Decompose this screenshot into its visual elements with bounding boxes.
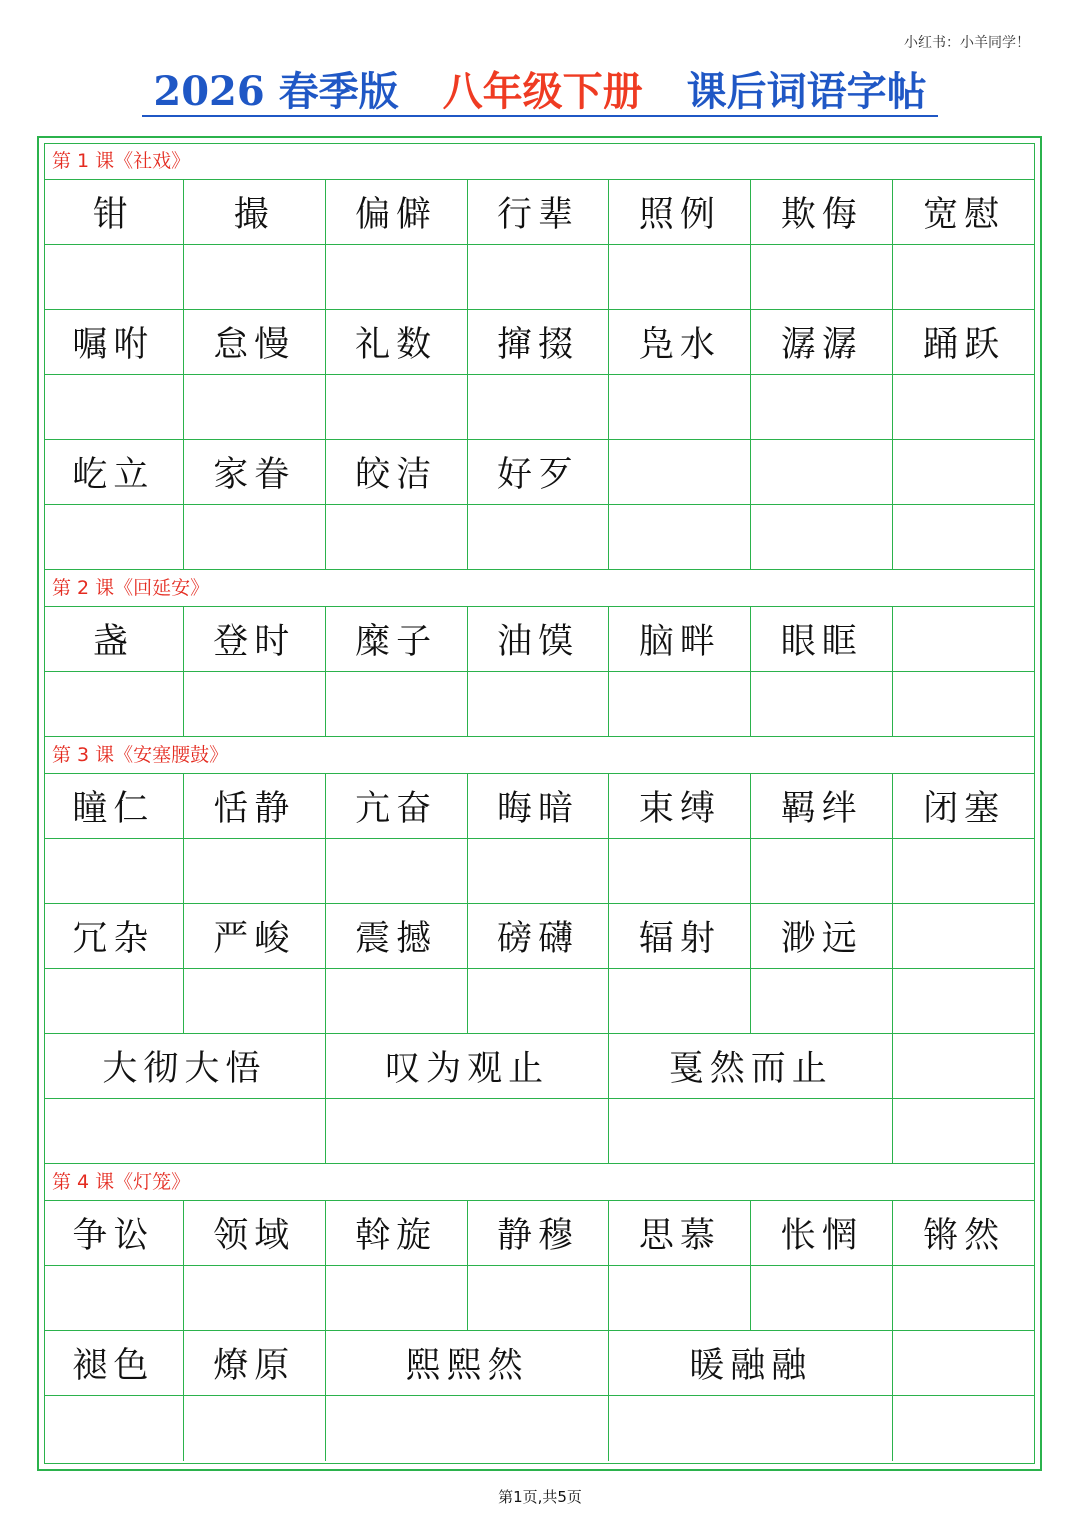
practice-cell [44,839,184,903]
practice-cell [468,672,610,736]
practice-cell [44,245,184,309]
word-cell: 严峻 [184,904,326,968]
word-cell [893,904,1035,968]
word-cell: 思慕 [609,1201,751,1265]
practice-cell [893,672,1035,736]
word-cell: 家眷 [184,440,326,504]
practice-cell [44,1396,184,1461]
word-cell: 锵然 [923,1216,1006,1256]
practice-cell [184,839,326,903]
practice-cell [326,1396,610,1461]
practice-cell [609,505,751,569]
practice-row [44,969,1035,1034]
practice-cell [751,245,893,309]
practice-cell [893,1099,1035,1163]
word-cell: 照例 [609,180,751,244]
practice-cell [44,375,184,439]
word-cell [751,440,893,504]
word-cell: 怠慢 [184,310,326,374]
title-edition: 2026 春季版 [153,68,399,115]
word-cell: 戛然而止 [609,1034,893,1098]
word-cell: 亢奋 [326,774,468,838]
practice-cell [468,1266,610,1330]
word-cell: 眼眶 [751,607,893,671]
practice-cell [184,672,326,736]
word-cell: 暖融融 [609,1331,893,1395]
practice-cell [326,969,468,1033]
word-cell: 静穆 [468,1201,610,1265]
word-cell: 领域 [184,1201,326,1265]
word-cell: 盏 [44,607,184,671]
word-cell: 油馍 [468,607,610,671]
practice-cell [184,1396,326,1461]
practice-cell [751,839,893,903]
word-cell [893,1034,1035,1098]
practice-cell [44,969,184,1033]
word-cell: 潺潺 [751,310,893,374]
word-cell: 糜子 [326,607,468,671]
practice-cell [893,1396,1035,1461]
word-cell: 嘱咐 [44,310,184,374]
practice-cell [326,505,468,569]
practice-cell [184,969,326,1033]
practice-cell [893,1266,1035,1330]
practice-cell [609,969,751,1033]
practice-cell [893,505,1035,569]
practice-cell [893,969,1035,1033]
title-grade: 八年级下册 [442,68,643,115]
practice-cell [751,969,893,1033]
word-cell: 脑畔 [609,607,751,671]
practice-row [44,839,1035,904]
word-row [44,1201,1035,1266]
word-cell: 欺侮 [751,180,893,244]
lesson-header: 第 2 课《回延安》 [44,570,1035,607]
practice-cell [44,1266,184,1330]
practice-cell [326,1099,610,1163]
word-row [44,440,1035,505]
practice-cell [184,505,326,569]
word-row [44,607,1035,672]
watermark: 小红书：小羊同学！ [904,35,1030,51]
practice-cell [893,245,1035,309]
word-cell [893,1331,1035,1395]
word-cell: 斡旋 [326,1201,468,1265]
practice-grid [44,143,1035,1461]
word-row [44,1034,1035,1099]
lesson-header: 第 1 课《社戏》 [44,143,1035,180]
word-cell: 褪色 [44,1331,184,1395]
practice-cell [609,672,751,736]
practice-cell [609,839,751,903]
word-cell: 偏僻 [326,180,468,244]
word-cell: 渺远 [751,904,893,968]
practice-cell [184,245,326,309]
word-cell: 踊跃 [923,325,1006,365]
word-cell: 宽慰 [923,195,1006,235]
practice-cell [609,1266,751,1330]
practice-row [44,1099,1035,1164]
word-cell [609,440,751,504]
word-cell: 闭塞 [923,789,1006,829]
word-cell: 大彻大悟 [44,1034,326,1098]
word-row [44,904,1035,969]
practice-cell [44,1099,326,1163]
word-cell: 钳 [44,180,184,244]
word-cell: 磅礴 [468,904,610,968]
practice-row [44,375,1035,440]
practice-cell [751,672,893,736]
practice-cell [893,375,1035,439]
practice-cell [326,672,468,736]
practice-cell [751,1266,893,1330]
practice-cell [468,505,610,569]
word-row [44,774,1035,839]
practice-cell [44,505,184,569]
lesson-header: 第 3 课《安塞腰鼓》 [44,737,1035,774]
practice-cell [468,375,610,439]
practice-cell [609,1099,893,1163]
word-cell: 屹立 [44,440,184,504]
word-cell [893,607,1035,671]
word-cell: 好歹 [468,440,610,504]
practice-cell [326,839,468,903]
word-cell [893,440,1035,504]
word-cell: 礼数 [326,310,468,374]
page-title [0,64,1080,120]
practice-cell [44,672,184,736]
word-cell: 凫水 [609,310,751,374]
practice-row [44,245,1035,310]
word-row [44,1331,1035,1396]
practice-cell [468,245,610,309]
word-cell: 恬静 [184,774,326,838]
word-cell: 争讼 [44,1201,184,1265]
title-subject: 课后词语字帖 [686,68,927,115]
practice-cell [326,375,468,439]
practice-cell [184,1266,326,1330]
word-cell: 羁绊 [751,774,893,838]
practice-cell [893,839,1035,903]
title-underline [142,115,938,117]
word-row [44,180,1035,245]
practice-cell [184,375,326,439]
word-cell: 叹为观止 [326,1034,610,1098]
word-row [44,310,1035,375]
lesson-header: 第 4 课《灯笼》 [44,1164,1035,1201]
practice-cell [468,969,610,1033]
practice-row [44,1266,1035,1331]
word-cell: 冗杂 [44,904,184,968]
practice-cell [468,839,610,903]
practice-cell [751,505,893,569]
practice-row [44,672,1035,737]
practice-cell [326,1266,468,1330]
practice-cell [609,375,751,439]
word-cell: 行辈 [468,180,610,244]
word-cell: 登时 [184,607,326,671]
practice-cell [751,375,893,439]
word-cell: 震撼 [326,904,468,968]
practice-cell [609,245,751,309]
practice-row [44,1396,1035,1461]
page-footer: 第1页,共5页 [498,1488,582,1506]
word-cell: 辐射 [609,904,751,968]
word-cell: 熙熙然 [326,1331,610,1395]
practice-row [44,505,1035,570]
word-cell: 束缚 [609,774,751,838]
word-cell: 晦暗 [468,774,610,838]
word-cell: 怅惘 [751,1201,893,1265]
practice-cell [326,245,468,309]
word-cell: 皎洁 [326,440,468,504]
word-cell: 燎原 [184,1331,326,1395]
word-cell: 撮 [184,180,326,244]
practice-cell [609,1396,893,1461]
word-cell: 瞳仁 [44,774,184,838]
word-cell: 撺掇 [468,310,610,374]
